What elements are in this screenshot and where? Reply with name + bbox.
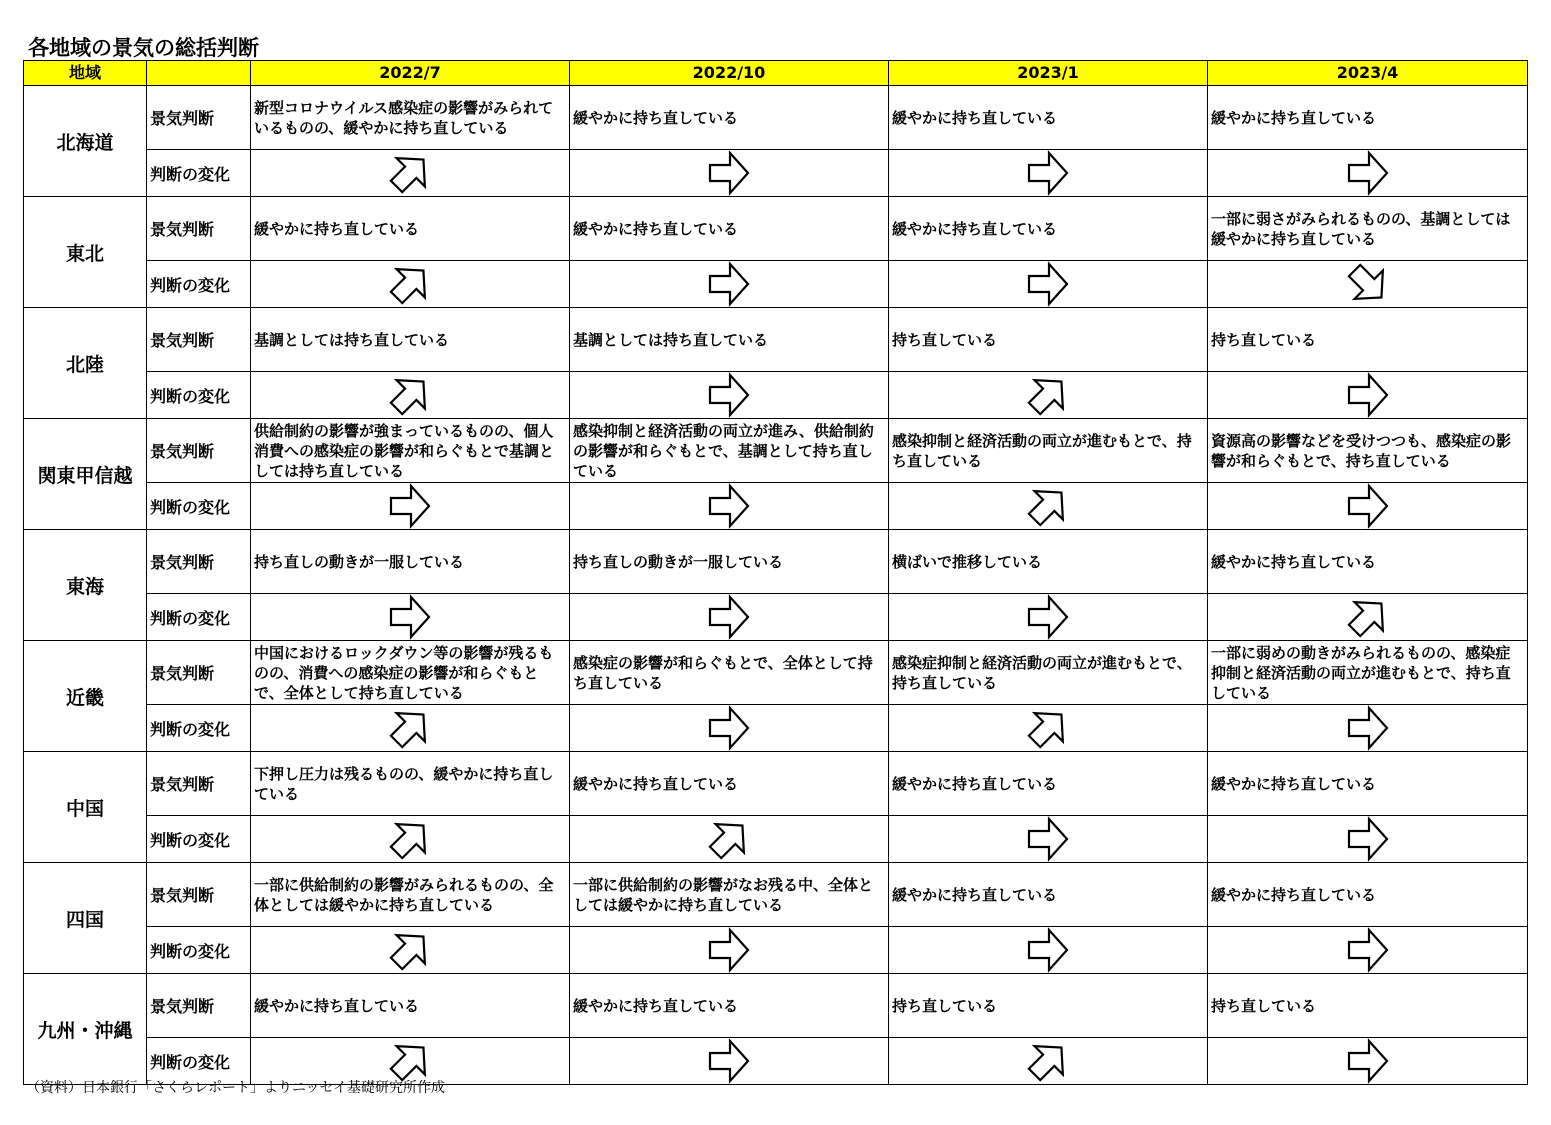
arrow-right-icon — [1345, 705, 1391, 751]
arrow-up-right-icon — [1025, 705, 1071, 751]
header-period: 2023/1 — [889, 61, 1208, 86]
arrow-shape-icon — [696, 806, 761, 871]
arrow-shape-icon — [1025, 594, 1071, 640]
change-cell — [889, 705, 1208, 752]
change-cell — [1208, 150, 1528, 197]
arrow-right-icon — [706, 927, 752, 973]
arrow-shape-icon — [1015, 362, 1080, 427]
arrow-shape-icon — [377, 251, 442, 316]
table-row-change — [24, 261, 1528, 308]
table-row-judgment — [24, 863, 1528, 927]
arrow-shape-icon — [706, 594, 752, 640]
table-row-change — [24, 372, 1528, 419]
arrow-shape-icon — [1345, 816, 1391, 862]
change-cell — [251, 372, 570, 419]
arrow-shape-icon — [387, 483, 433, 529]
table-row-change — [24, 150, 1528, 197]
arrow-shape-icon — [1345, 705, 1391, 751]
table-body — [24, 86, 1528, 1085]
change-cell — [570, 927, 889, 974]
arrow-right-icon — [1025, 594, 1071, 640]
change-cell — [251, 927, 570, 974]
header-period: 2023/4 — [1208, 61, 1528, 86]
region-name: 北海道 — [24, 86, 147, 197]
judgment-cell: 供給制約の影響が強まっているものの、個人消費への感染症の影響が和らぐもとで基調としては持ち直している — [251, 419, 570, 483]
arrow-right-icon — [706, 372, 752, 418]
judgment-cell: 中国におけるロックダウン等の影響が残るものの、消費への感染症の影響が和らぐもとで、全体として持ち直している — [251, 641, 570, 705]
row-label-change: 判断の変化 — [147, 705, 251, 752]
change-cell — [1208, 705, 1528, 752]
region-name: 四国 — [24, 863, 147, 974]
regional-economy-table — [23, 60, 1528, 1085]
arrow-up-right-icon — [387, 372, 433, 418]
judgment-cell: 感染症の影響が和らぐもとで、全体として持ち直している — [570, 641, 889, 705]
table-row-judgment — [24, 308, 1528, 372]
arrow-shape-icon — [706, 483, 752, 529]
row-label-judgment: 景気判断 — [147, 530, 251, 594]
judgment-cell: 緩やかに持ち直している — [251, 974, 570, 1038]
row-label-change: 判断の変化 — [147, 927, 251, 974]
judgment-cell: 緩やかに持ち直している — [1208, 530, 1528, 594]
header-region: 地域 — [24, 61, 147, 86]
change-cell — [889, 816, 1208, 863]
judgment-cell: 下押し圧力は残るものの、緩やかに持ち直している — [251, 752, 570, 816]
arrow-shape-icon — [1345, 372, 1391, 418]
judgment-cell: 緩やかに持ち直している — [889, 752, 1208, 816]
arrow-right-icon — [1345, 483, 1391, 529]
arrow-right-icon — [1025, 150, 1071, 196]
change-cell — [251, 594, 570, 641]
table-row-judgment — [24, 641, 1528, 705]
arrow-up-right-icon — [1025, 483, 1071, 529]
row-label-judgment: 景気判断 — [147, 974, 251, 1038]
page-title: 各地域の景気の総括判断 — [28, 36, 259, 60]
arrow-shape-icon — [1335, 251, 1400, 316]
judgment-cell: 緩やかに持ち直している — [1208, 86, 1528, 150]
change-cell — [251, 483, 570, 530]
table-row-judgment — [24, 419, 1528, 483]
change-cell — [570, 372, 889, 419]
change-cell — [1208, 594, 1528, 641]
judgment-cell: 感染抑制と経済活動の両立が進み、供給制約の影響が和らぐもとで、基調として持ち直している — [570, 419, 889, 483]
row-label-change: 判断の変化 — [147, 816, 251, 863]
arrow-shape-icon — [706, 150, 752, 196]
region-name: 東北 — [24, 197, 147, 308]
change-cell — [889, 927, 1208, 974]
arrow-up-right-icon — [387, 816, 433, 862]
table-row-judgment — [24, 974, 1528, 1038]
arrow-right-icon — [1345, 816, 1391, 862]
arrow-up-right-icon — [387, 927, 433, 973]
judgment-cell: 緩やかに持ち直している — [570, 197, 889, 261]
arrow-shape-icon — [706, 261, 752, 307]
region-name: 東海 — [24, 530, 147, 641]
arrow-up-right-icon — [1025, 1038, 1071, 1084]
judgment-cell: 基調としては持ち直している — [251, 308, 570, 372]
arrow-right-icon — [706, 1038, 752, 1084]
arrow-right-icon — [706, 150, 752, 196]
arrow-right-icon — [1025, 927, 1071, 973]
arrow-right-icon — [1345, 927, 1391, 973]
arrow-shape-icon — [1345, 150, 1391, 196]
arrow-shape-icon — [1015, 695, 1080, 760]
arrow-shape-icon — [1015, 473, 1080, 538]
judgment-cell: 緩やかに持ち直している — [251, 197, 570, 261]
table-row-judgment — [24, 752, 1528, 816]
change-cell — [570, 483, 889, 530]
arrow-shape-icon — [377, 806, 442, 871]
change-cell — [251, 150, 570, 197]
arrow-shape-icon — [706, 1038, 752, 1084]
judgment-cell: 感染症抑制と経済活動の両立が進むもとで、持ち直している — [889, 641, 1208, 705]
judgment-cell: 一部に供給制約の影響がなお残る中、全体としては緩やかに持ち直している — [570, 863, 889, 927]
judgment-cell: 緩やかに持ち直している — [570, 86, 889, 150]
arrow-shape-icon — [1345, 927, 1391, 973]
change-cell — [889, 1038, 1208, 1085]
table-row-change — [24, 816, 1528, 863]
judgment-cell: 緩やかに持ち直している — [889, 863, 1208, 927]
arrow-right-icon — [706, 483, 752, 529]
change-cell — [251, 261, 570, 308]
region-name: 北陸 — [24, 308, 147, 419]
arrow-shape-icon — [706, 372, 752, 418]
arrow-shape-icon — [1025, 816, 1071, 862]
change-cell — [570, 594, 889, 641]
change-cell — [251, 816, 570, 863]
row-label-change: 判断の変化 — [147, 1038, 251, 1085]
arrow-right-icon — [387, 594, 433, 640]
change-cell — [1208, 1038, 1528, 1085]
change-cell — [889, 594, 1208, 641]
arrow-shape-icon — [1335, 584, 1400, 649]
arrow-up-right-icon — [1345, 594, 1391, 640]
arrow-up-right-icon — [387, 261, 433, 307]
judgment-cell: 緩やかに持ち直している — [1208, 863, 1528, 927]
table-row-judgment — [24, 197, 1528, 261]
arrow-shape-icon — [706, 927, 752, 973]
arrow-shape-icon — [377, 695, 442, 760]
judgment-cell: 一部に供給制約の影響がみられるものの、全体としては緩やかに持ち直している — [251, 863, 570, 927]
change-cell — [889, 372, 1208, 419]
arrow-shape-icon — [1345, 483, 1391, 529]
arrow-shape-icon — [1025, 261, 1071, 307]
row-label-change: 判断の変化 — [147, 150, 251, 197]
judgment-cell: 基調としては持ち直している — [570, 308, 889, 372]
region-name: 関東甲信越 — [24, 419, 147, 530]
row-label-judgment: 景気判断 — [147, 197, 251, 261]
header-row — [24, 61, 1528, 86]
change-cell — [889, 150, 1208, 197]
change-cell — [251, 705, 570, 752]
judgment-cell: 持ち直している — [889, 974, 1208, 1038]
table-row-change — [24, 927, 1528, 974]
arrow-shape-icon — [387, 594, 433, 640]
table-row-change — [24, 705, 1528, 752]
change-cell — [1208, 372, 1528, 419]
arrow-shape-icon — [377, 362, 442, 427]
change-cell — [570, 816, 889, 863]
arrow-up-right-icon — [706, 816, 752, 862]
arrow-shape-icon — [1025, 927, 1071, 973]
judgment-cell: 持ち直しの動きが一服している — [251, 530, 570, 594]
row-label-change: 判断の変化 — [147, 483, 251, 530]
arrow-up-right-icon — [387, 705, 433, 751]
arrow-shape-icon — [1015, 1028, 1080, 1093]
arrow-right-icon — [387, 483, 433, 529]
judgment-cell: 資源高の影響などを受けつつも、感染症の影響が和らぐもとで、持ち直している — [1208, 419, 1528, 483]
arrow-right-icon — [706, 261, 752, 307]
change-cell — [570, 705, 889, 752]
table-row-judgment — [24, 86, 1528, 150]
change-cell — [1208, 483, 1528, 530]
arrow-shape-icon — [706, 705, 752, 751]
region-name: 中国 — [24, 752, 147, 863]
change-cell — [570, 150, 889, 197]
header-period: 2022/7 — [251, 61, 570, 86]
row-label-judgment: 景気判断 — [147, 641, 251, 705]
judgment-cell: 持ち直している — [1208, 974, 1528, 1038]
region-name: 九州・沖縄 — [24, 974, 147, 1085]
source-note: （資料）日本銀行「さくらレポート」よりニッセイ基礎研究所作成 — [26, 1080, 446, 1096]
arrow-shape-icon — [1025, 150, 1071, 196]
judgment-cell: 持ち直している — [889, 308, 1208, 372]
judgment-cell: 新型コロナウイルス感染症の影響がみられているものの、緩やかに持ち直している — [251, 86, 570, 150]
arrow-right-icon — [1025, 261, 1071, 307]
change-cell — [1208, 816, 1528, 863]
header-blank — [147, 61, 251, 86]
row-label-change: 判断の変化 — [147, 372, 251, 419]
region-name: 近畿 — [24, 641, 147, 752]
arrow-shape-icon — [377, 917, 442, 982]
judgment-cell: 持ち直している — [1208, 308, 1528, 372]
judgment-cell: 緩やかに持ち直している — [570, 752, 889, 816]
judgment-cell: 緩やかに持ち直している — [889, 197, 1208, 261]
table-row-judgment — [24, 530, 1528, 594]
judgment-cell: 一部に弱めの動きがみられるものの、感染症抑制と経済活動の両立が進むもとで、持ち直している — [1208, 641, 1528, 705]
row-label-judgment: 景気判断 — [147, 308, 251, 372]
arrow-down-right-icon — [1345, 261, 1391, 307]
arrow-right-icon — [706, 705, 752, 751]
change-cell — [1208, 261, 1528, 308]
row-label-judgment: 景気判断 — [147, 752, 251, 816]
judgment-cell: 緩やかに持ち直している — [1208, 752, 1528, 816]
change-cell — [1208, 927, 1528, 974]
arrow-shape-icon — [1345, 1038, 1391, 1084]
arrow-right-icon — [1345, 1038, 1391, 1084]
arrow-up-right-icon — [1025, 372, 1071, 418]
judgment-cell: 一部に弱さがみられるものの、基調としては緩やかに持ち直している — [1208, 197, 1528, 261]
arrow-up-right-icon — [387, 150, 433, 196]
judgment-cell: 緩やかに持ち直している — [889, 86, 1208, 150]
row-label-judgment: 景気判断 — [147, 863, 251, 927]
arrow-shape-icon — [377, 140, 442, 205]
arrow-right-icon — [1025, 816, 1071, 862]
judgment-cell: 緩やかに持ち直している — [570, 974, 889, 1038]
change-cell — [570, 1038, 889, 1085]
arrow-right-icon — [1345, 372, 1391, 418]
row-label-change: 判断の変化 — [147, 261, 251, 308]
row-label-change: 判断の変化 — [147, 594, 251, 641]
table-row-change — [24, 594, 1528, 641]
judgment-cell: 横ばいで推移している — [889, 530, 1208, 594]
judgment-cell: 感染抑制と経済活動の両立が進むもとで、持ち直している — [889, 419, 1208, 483]
row-label-judgment: 景気判断 — [147, 86, 251, 150]
arrow-right-icon — [1345, 150, 1391, 196]
change-cell — [570, 261, 889, 308]
change-cell — [889, 261, 1208, 308]
arrow-right-icon — [706, 594, 752, 640]
row-label-judgment: 景気判断 — [147, 419, 251, 483]
judgment-cell: 持ち直しの動きが一服している — [570, 530, 889, 594]
change-cell — [889, 483, 1208, 530]
table-row-change — [24, 483, 1528, 530]
header-period: 2022/10 — [570, 61, 889, 86]
